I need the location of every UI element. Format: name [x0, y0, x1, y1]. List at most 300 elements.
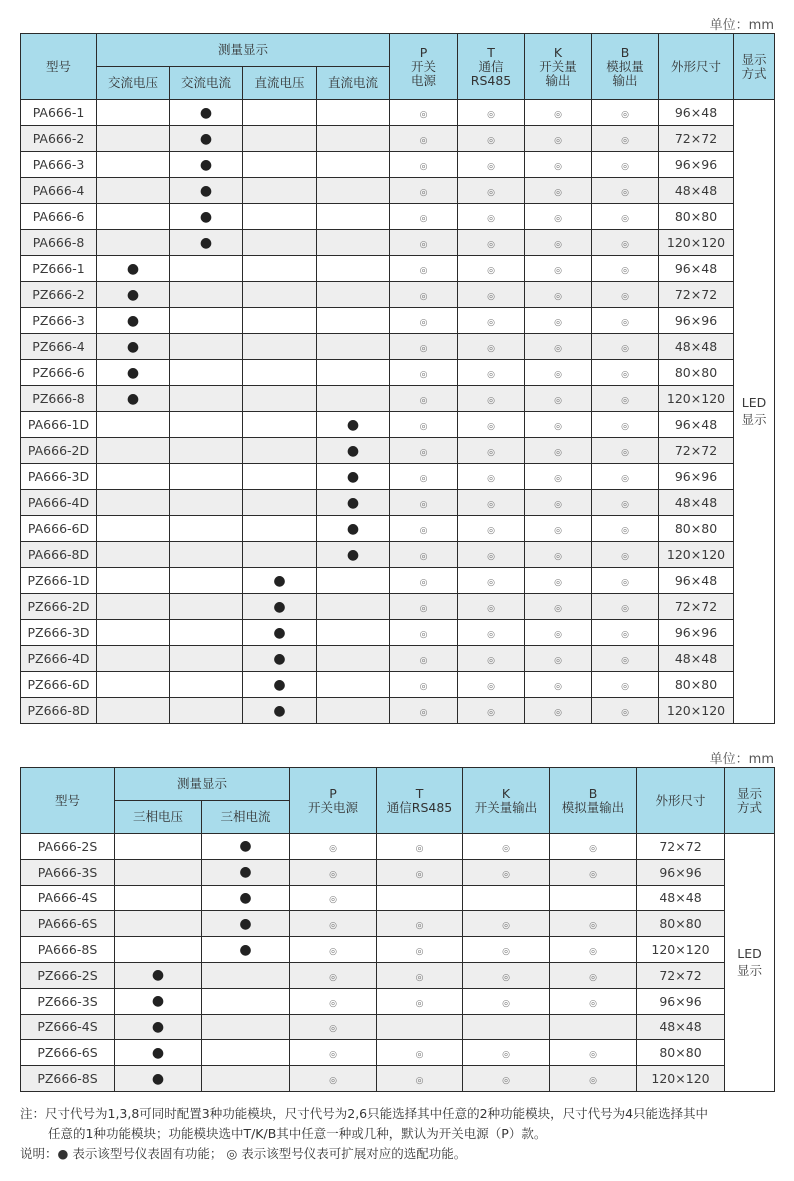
module-p-cell [290, 834, 377, 860]
size-cell: 72×72 [659, 594, 734, 620]
module-b-cell [592, 152, 659, 178]
optional-function-icon: ◎ [329, 947, 337, 958]
optional-function-icon: ◎ [419, 396, 428, 406]
optional-function-icon: ◎ [419, 682, 428, 692]
module-k-cell [463, 885, 550, 911]
optional-function-icon: ◎ [419, 604, 428, 614]
optional-function-icon: ◎ [487, 370, 495, 380]
size-cell: 96×48 [659, 256, 734, 282]
unit-label-1: 单位：mm [709, 18, 774, 33]
measure-cell [97, 516, 170, 542]
optional-function-icon: ◎ [554, 656, 562, 666]
header-k: K 开关量 输出 [525, 34, 592, 100]
fixed-function-dot-icon: ● [273, 598, 286, 615]
measure-cell [317, 100, 390, 126]
module-b-cell [592, 542, 659, 568]
module-p-cell [290, 962, 377, 988]
fixed-function-dot-icon: ● [199, 104, 213, 121]
table-row [21, 204, 775, 230]
table-row [21, 937, 775, 963]
model-cell: PZ666-2D [21, 594, 97, 620]
fixed-function-dot-icon: ● [273, 702, 286, 719]
measure-cell [97, 490, 170, 516]
fixed-function-dot-icon: ● [126, 260, 140, 277]
size-cell: 96×96 [637, 988, 725, 1014]
fixed-function-dot-icon: ● [199, 130, 213, 147]
measure-cell [97, 464, 170, 490]
fixed-function-dot-icon: ● [199, 156, 213, 173]
model-cell: PA666-1D [21, 412, 97, 438]
optional-function-icon: ◎ [419, 266, 428, 276]
module-k-cell [525, 568, 592, 594]
module-b-cell [550, 1066, 637, 1092]
module-b-cell [592, 464, 659, 490]
measure-cell [317, 178, 390, 204]
model-cell: PA666-3D [21, 464, 97, 490]
module-k-cell [463, 962, 550, 988]
module-p-cell [390, 230, 458, 256]
measure-cell [243, 542, 317, 568]
optional-function-icon: ◎ [621, 292, 629, 302]
measure-cell [243, 490, 317, 516]
module-p-cell [390, 438, 458, 464]
optional-function-icon: ◎ [329, 998, 337, 1009]
table-row [21, 1014, 775, 1040]
optional-function-icon: ◎ [487, 240, 495, 250]
measure-cell [97, 360, 170, 386]
measure-cell [317, 282, 390, 308]
optional-function-icon: ◎ [419, 344, 428, 354]
model-cell: PZ666-6 [21, 360, 97, 386]
module-b-cell [592, 126, 659, 152]
measure-cell [317, 334, 390, 360]
measure-cell [317, 230, 390, 256]
size-cell: 48×48 [659, 334, 734, 360]
module-t-cell [458, 360, 525, 386]
measure-cell [115, 988, 202, 1014]
optional-function-icon: ◎ [487, 162, 495, 172]
optional-function-icon: ◎ [419, 578, 428, 588]
module-t-cell [458, 334, 525, 360]
optional-function-icon: ◎ [487, 474, 495, 484]
optional-function-icon: ◎ [487, 604, 495, 614]
table-row [21, 490, 775, 516]
table-row [21, 988, 775, 1014]
module-b-cell [592, 412, 659, 438]
module-p-cell [390, 386, 458, 412]
optional-function-icon: ◎ [419, 630, 428, 640]
model-cell: PA666-6D [21, 516, 97, 542]
measure-cell [243, 620, 317, 646]
optional-function-icon: ◎ [487, 630, 495, 640]
measure-cell [243, 386, 317, 412]
fixed-function-dot-icon: ● [126, 286, 140, 303]
legend-line: 说明：● 表示该型号仪表固有功能； ◎ 表示该型号仪表可扩展对应的选配功能。 [20, 1146, 467, 1161]
optional-function-icon: ◎ [621, 578, 629, 588]
model-cell: PZ666-6S [21, 1040, 115, 1066]
optional-function-icon: ◎ [589, 1076, 597, 1087]
module-t-cell [377, 1014, 463, 1040]
fixed-function-dot-icon: ● [126, 364, 140, 381]
fixed-function-dot-icon: ● [199, 208, 213, 225]
optional-function-icon: ◎ [419, 110, 428, 120]
module-p-cell [390, 126, 458, 152]
optional-function-icon: ◎ [487, 318, 495, 328]
measure-cell [97, 126, 170, 152]
header-dc-current: 直流电流 [317, 67, 390, 100]
size-cell: 72×72 [659, 126, 734, 152]
size-cell: 48×48 [659, 178, 734, 204]
measure-cell [243, 256, 317, 282]
measure-cell [115, 937, 202, 963]
module-t-cell [458, 308, 525, 334]
model-cell: PZ666-3D [21, 620, 97, 646]
optional-function-icon: ◎ [589, 869, 597, 880]
size-cell: 80×80 [659, 516, 734, 542]
measure-cell [317, 464, 390, 490]
optional-function-icon: ◎ [621, 604, 629, 614]
measure-cell [97, 386, 170, 412]
module-p-cell [390, 282, 458, 308]
optional-function-icon: ◎ [621, 344, 629, 354]
optional-function-icon: ◎ [502, 998, 510, 1009]
measure-cell [97, 698, 170, 724]
measure-cell [317, 204, 390, 230]
model-cell: PZ666-8D [21, 698, 97, 724]
optional-function-icon: ◎ [589, 921, 597, 932]
model-cell: PZ666-2 [21, 282, 97, 308]
module-t-cell [458, 152, 525, 178]
header-size: 外形尺寸 [659, 34, 734, 100]
optional-function-icon: ◎ [487, 500, 495, 510]
model-cell: PA666-4D [21, 490, 97, 516]
unit-label-2: 单位：mm [709, 752, 774, 767]
size-cell: 120×120 [637, 937, 725, 963]
measure-cell [243, 334, 317, 360]
header-size: 外形尺寸 [637, 768, 725, 834]
measure-cell [97, 204, 170, 230]
header-model: 型号 [21, 768, 115, 834]
size-cell: 48×48 [659, 646, 734, 672]
module-t-cell [458, 672, 525, 698]
module-k-cell [463, 859, 550, 885]
optional-function-icon: ◎ [554, 630, 562, 640]
optional-function-icon: ◎ [554, 578, 562, 588]
optional-function-icon: ◎ [554, 136, 562, 146]
measure-cell [97, 152, 170, 178]
measure-cell [97, 438, 170, 464]
measure-cell [115, 1014, 202, 1040]
model-cell: PA666-3S [21, 859, 115, 885]
header-t: T 通信RS485 [377, 768, 463, 834]
optional-function-icon: ◎ [419, 656, 428, 666]
fixed-function-dot-icon: ● [239, 889, 252, 906]
size-cell: 48×48 [637, 885, 725, 911]
optional-function-icon: ◎ [487, 214, 495, 224]
measure-cell [97, 672, 170, 698]
header-p: P 开关电源 [290, 768, 377, 834]
optional-function-icon: ◎ [621, 266, 629, 276]
module-b-cell [592, 594, 659, 620]
module-k-cell [525, 594, 592, 620]
table-row [21, 594, 775, 620]
module-b-cell [592, 646, 659, 672]
module-t-cell [458, 282, 525, 308]
optional-function-icon: ◎ [329, 972, 337, 983]
measure-cell [170, 412, 243, 438]
module-p-cell [390, 334, 458, 360]
measure-cell [202, 885, 290, 911]
table-row [21, 962, 775, 988]
fixed-function-dot-icon: ● [199, 234, 213, 251]
optional-function-icon: ◎ [419, 240, 428, 250]
optional-function-icon: ◎ [554, 344, 562, 354]
optional-function-icon: ◎ [329, 895, 337, 906]
model-cell: PZ666-8 [21, 386, 97, 412]
module-k-cell [463, 1040, 550, 1066]
module-p-cell [390, 178, 458, 204]
module-k-cell [525, 646, 592, 672]
header-model: 型号 [21, 34, 97, 100]
measure-cell [170, 672, 243, 698]
model-cell: PA666-6 [21, 204, 97, 230]
measure-cell [170, 256, 243, 282]
table-row [21, 911, 775, 937]
header-measure-group: 测量显示 [97, 34, 390, 67]
table-row [21, 464, 775, 490]
optional-function-icon: ◎ [554, 318, 562, 328]
table-row [21, 100, 775, 126]
optional-function-icon: ◎ [589, 947, 597, 958]
module-t-cell [458, 256, 525, 282]
fixed-function-dot-icon: ● [126, 338, 140, 355]
size-cell: 96×96 [659, 152, 734, 178]
optional-function-icon: ◎ [419, 448, 428, 458]
optional-function-icon: ◎ [621, 526, 629, 536]
measure-cell [97, 100, 170, 126]
optional-function-icon: ◎ [621, 448, 629, 458]
size-cell: 80×80 [637, 911, 725, 937]
module-t-cell [377, 834, 463, 860]
measure-cell [170, 334, 243, 360]
optional-function-icon: ◎ [554, 708, 562, 718]
optional-function-icon: ◎ [487, 422, 495, 432]
optional-function-icon: ◎ [554, 500, 562, 510]
measure-cell [97, 620, 170, 646]
model-cell: PZ666-1D [21, 568, 97, 594]
module-p-cell [390, 100, 458, 126]
measure-cell [243, 672, 317, 698]
measure-cell [243, 594, 317, 620]
module-b-cell [592, 282, 659, 308]
optional-function-icon: ◎ [621, 188, 629, 198]
model-cell: PZ666-3 [21, 308, 97, 334]
measure-cell [170, 646, 243, 672]
model-cell: PA666-4 [21, 178, 97, 204]
module-t-cell [458, 646, 525, 672]
module-t-cell [377, 885, 463, 911]
optional-function-icon: ◎ [419, 292, 428, 302]
optional-function-icon: ◎ [621, 552, 629, 562]
model-cell: PA666-3 [21, 152, 97, 178]
module-p-cell [390, 672, 458, 698]
module-b-cell [592, 100, 659, 126]
module-p-cell [290, 1040, 377, 1066]
model-cell: PA666-8D [21, 542, 97, 568]
module-b-cell [592, 438, 659, 464]
module-t-cell [458, 386, 525, 412]
optional-function-icon: ◎ [487, 552, 495, 562]
module-b-cell [592, 360, 659, 386]
optional-function-icon: ◎ [487, 110, 495, 120]
model-cell: PZ666-8S [21, 1066, 115, 1092]
measure-cell [97, 334, 170, 360]
optional-function-icon: ◎ [589, 843, 597, 854]
module-b-cell [592, 308, 659, 334]
optional-function-icon: ◎ [419, 500, 428, 510]
module-p-cell [290, 1014, 377, 1040]
module-k-cell [525, 490, 592, 516]
module-b-cell [592, 334, 659, 360]
measure-cell [97, 646, 170, 672]
optional-function-icon: ◎ [621, 162, 629, 172]
module-k-cell [463, 988, 550, 1014]
model-cell: PA666-4S [21, 885, 115, 911]
module-t-cell [458, 490, 525, 516]
optional-function-icon: ◎ [419, 708, 428, 718]
module-p-cell [390, 412, 458, 438]
module-p-cell [390, 360, 458, 386]
measure-cell [317, 672, 390, 698]
optional-function-icon: ◎ [554, 396, 562, 406]
measure-cell [243, 204, 317, 230]
size-cell: 120×120 [659, 386, 734, 412]
measure-cell [170, 490, 243, 516]
measure-cell [97, 308, 170, 334]
measure-cell [243, 516, 317, 542]
optional-function-icon: ◎ [554, 214, 562, 224]
optional-function-icon: ◎ [329, 921, 337, 932]
module-k-cell [463, 937, 550, 963]
table-row [21, 1040, 775, 1066]
module-k-cell [463, 1066, 550, 1092]
module-k-cell [525, 542, 592, 568]
optional-function-icon: ◎ [589, 972, 597, 983]
measure-cell [243, 178, 317, 204]
optional-function-icon: ◎ [487, 396, 495, 406]
module-p-cell [390, 308, 458, 334]
optional-function-icon: ◎ [419, 552, 428, 562]
optional-function-icon: ◎ [502, 869, 510, 880]
module-p-cell [390, 152, 458, 178]
module-t-cell [377, 962, 463, 988]
optional-function-icon: ◎ [419, 136, 428, 146]
optional-function-icon: ◎ [621, 474, 629, 484]
module-b-cell [592, 204, 659, 230]
optional-function-icon: ◎ [554, 370, 562, 380]
measure-cell [115, 1066, 202, 1092]
measure-cell [317, 256, 390, 282]
module-t-cell [458, 594, 525, 620]
size-cell: 80×80 [637, 1040, 725, 1066]
module-p-cell [390, 204, 458, 230]
size-cell: 72×72 [637, 834, 725, 860]
module-b-cell [592, 178, 659, 204]
optional-function-icon: ◎ [554, 110, 562, 120]
module-p-cell [290, 859, 377, 885]
module-t-cell [458, 542, 525, 568]
optional-function-icon: ◎ [419, 188, 428, 198]
module-b-cell [550, 911, 637, 937]
module-k-cell [525, 204, 592, 230]
optional-function-icon: ◎ [487, 656, 495, 666]
module-t-cell [377, 911, 463, 937]
size-cell: 96×96 [659, 464, 734, 490]
optional-function-icon: ◎ [589, 1050, 597, 1061]
fixed-function-dot-icon: ● [239, 864, 252, 881]
fixed-function-dot-icon: ● [273, 624, 286, 641]
optional-function-icon: ◎ [554, 604, 562, 614]
table-row [21, 126, 775, 152]
fixed-function-dot-icon: ● [346, 442, 360, 459]
fixed-function-dot-icon: ● [126, 390, 140, 407]
measure-cell [317, 568, 390, 594]
measure-cell [170, 360, 243, 386]
module-k-cell [463, 834, 550, 860]
fixed-function-dot-icon: ● [239, 941, 252, 958]
size-cell: 72×72 [637, 962, 725, 988]
module-p-cell [390, 698, 458, 724]
header-p: P 开关 电源 [390, 34, 458, 100]
optional-function-icon: ◎ [419, 422, 428, 432]
model-cell: PA666-1 [21, 100, 97, 126]
measure-cell [243, 126, 317, 152]
table-row [21, 412, 775, 438]
module-b-cell [592, 516, 659, 542]
measure-cell [115, 859, 202, 885]
module-p-cell [390, 516, 458, 542]
fixed-function-dot-icon: ● [151, 1070, 165, 1087]
measure-cell [170, 178, 243, 204]
optional-function-icon: ◎ [502, 1076, 510, 1087]
module-k-cell [525, 516, 592, 542]
module-t-cell [458, 620, 525, 646]
size-cell: 96×48 [659, 412, 734, 438]
module-p-cell [390, 490, 458, 516]
table-row [21, 646, 775, 672]
measure-cell [202, 1066, 290, 1092]
module-t-cell [377, 1066, 463, 1092]
optional-function-icon: ◎ [621, 630, 629, 640]
fixed-function-dot-icon: ● [273, 650, 286, 667]
optional-function-icon: ◎ [554, 474, 562, 484]
optional-function-icon: ◎ [487, 526, 495, 536]
optional-function-icon: ◎ [487, 344, 495, 354]
spec-table-2 [20, 767, 775, 1092]
measure-cell [243, 152, 317, 178]
optional-function-icon: ◎ [419, 474, 428, 484]
optional-function-icon: ◎ [554, 682, 562, 692]
fixed-function-dot-icon: ● [239, 838, 252, 855]
optional-function-icon: ◎ [487, 292, 495, 302]
module-b-cell [550, 988, 637, 1014]
module-k-cell [463, 911, 550, 937]
optional-function-icon: ◎ [487, 682, 495, 692]
measure-cell [170, 100, 243, 126]
table-row [21, 256, 775, 282]
size-cell: 96×48 [659, 568, 734, 594]
module-b-cell [550, 1014, 637, 1040]
